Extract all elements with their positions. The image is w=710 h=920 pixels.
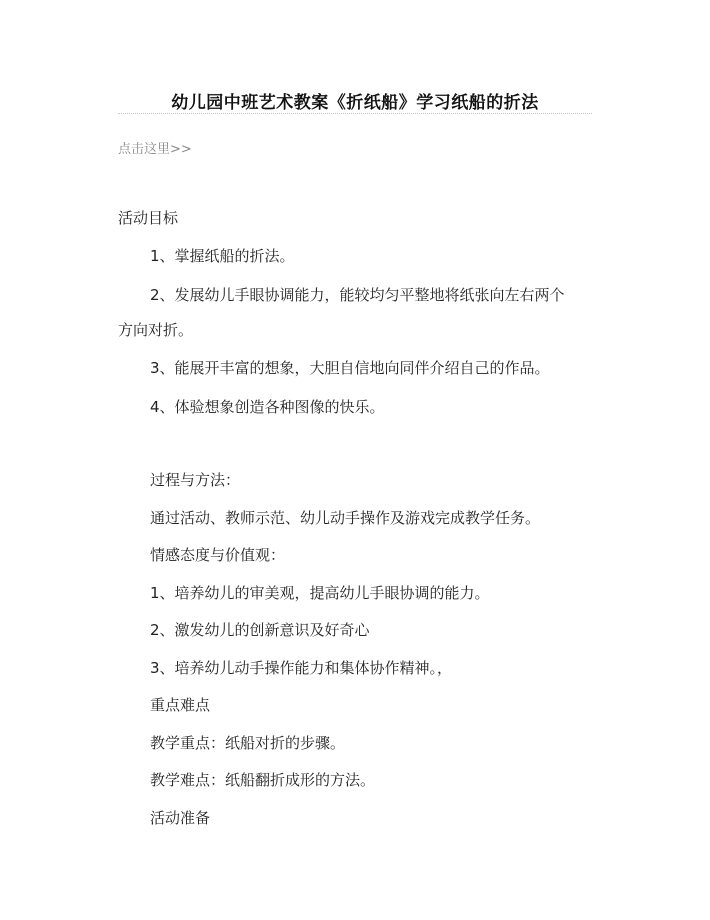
section-heading-values: 情感态度与价值观：: [150, 546, 286, 564]
click-here-link[interactable]: 点击这里>>: [118, 142, 192, 157]
title-divider: [118, 113, 592, 114]
paragraph-line: 方向对折。: [118, 321, 194, 339]
paragraph-line: 2、激发幼儿的创新意识及好奇心: [150, 621, 370, 639]
section-heading-process: 过程与方法：: [150, 471, 241, 489]
section-heading-preparation: 活动准备: [150, 809, 211, 827]
paragraph-line: 通过活动、教师示范、幼儿动手操作及游戏完成教学任务。: [150, 509, 541, 527]
paragraph-line: 3、能展开丰富的想象，大胆自信地向同伴介绍自己的作品。: [150, 359, 550, 377]
section-heading-key-points: 重点难点: [150, 696, 211, 714]
document-title: 幼儿园中班艺术教案《折纸船》学习纸船的折法: [171, 93, 539, 113]
paragraph-line: 4、体验想象创造各种图像的快乐。: [150, 398, 385, 416]
paragraph-line: 教学难点：纸船翻折成形的方法。: [150, 771, 376, 789]
paragraph-line: 1、掌握纸船的折法。: [150, 247, 295, 265]
paragraph-line: 教学重点：纸船对折的步骤。: [150, 734, 346, 752]
paragraph-line: 3、培养幼儿动手操作能力和集体协作精神。，: [150, 659, 453, 677]
paragraph-line: 1、培养幼儿的审美观，提高幼儿手眼协调的能力。: [150, 584, 490, 602]
paragraph-line: 2、发展幼儿手眼协调能力，能较均匀平整地将纸张向左右两个: [150, 286, 565, 304]
section-heading-objectives: 活动目标: [118, 209, 179, 227]
